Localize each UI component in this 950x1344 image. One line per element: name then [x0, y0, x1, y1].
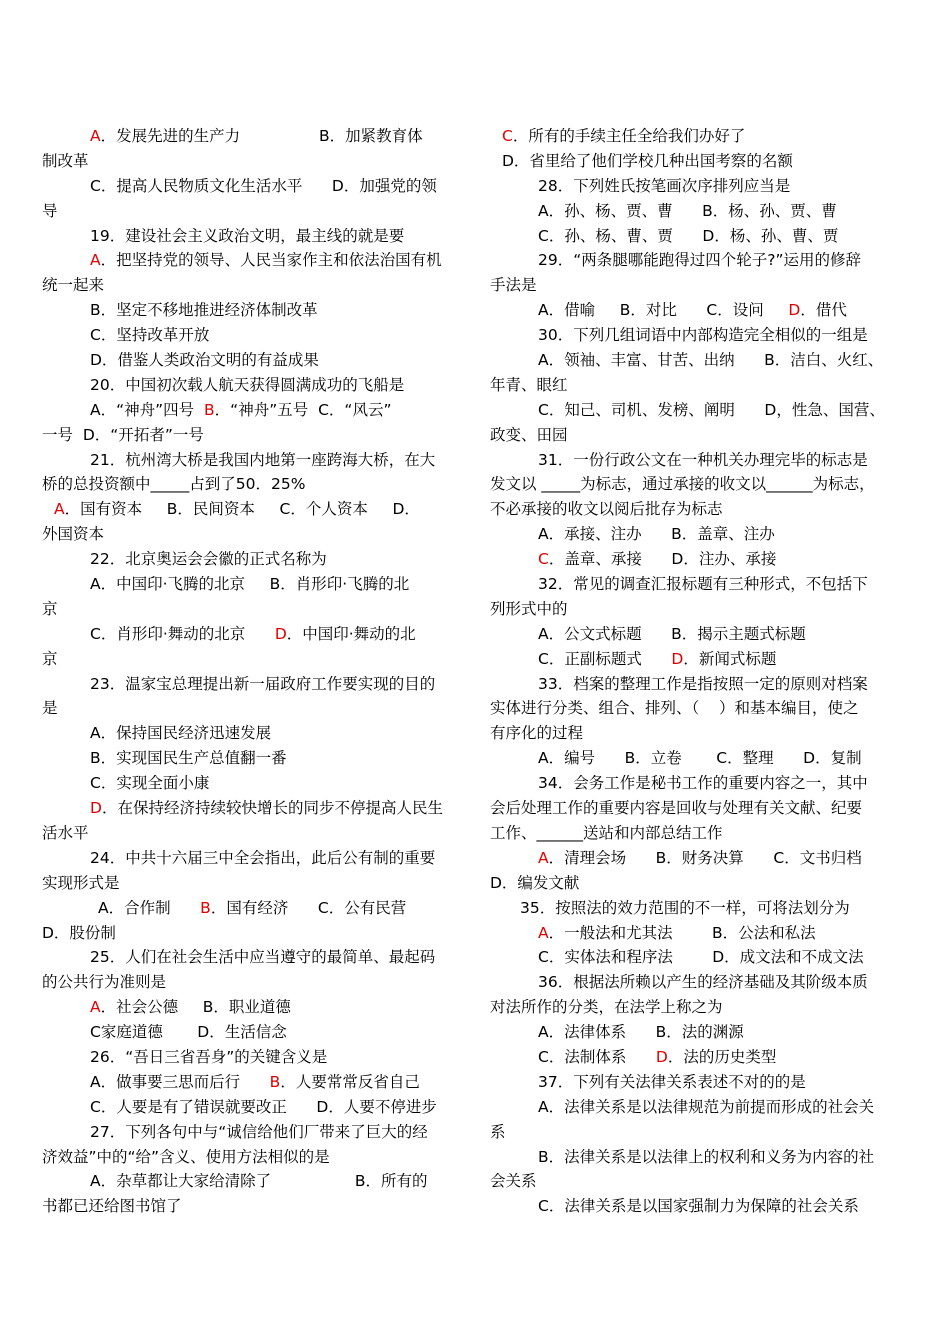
text-line — [42, 1095, 472, 1120]
line-text: C家庭道德 D．生活信念 — [90, 1023, 287, 1042]
line-text: 系 — [490, 1122, 506, 1141]
text-line — [42, 199, 472, 224]
text-line — [42, 796, 472, 821]
text-line — [490, 373, 910, 398]
line-text: C．知己、司机、发榜、阐明 D，性急、国营、 — [538, 400, 885, 419]
line-text: C．法制体系 — [538, 1047, 656, 1066]
line-text: 37．下列有关法律关系表述不对的的是 — [538, 1072, 806, 1091]
answer-marker: B — [204, 400, 215, 419]
text-line — [490, 921, 910, 946]
line-text: ．所有的手续主任全给我们办好了 — [512, 127, 746, 145]
text-line — [42, 821, 472, 846]
text-line — [42, 373, 472, 398]
line-text: A．领袖、丰富、甘苦、出纳 B．洁白、火红、 — [538, 351, 884, 370]
line-text: ．清理会场 B．财务决算 C．文书归档 — [548, 848, 862, 867]
text-line — [490, 572, 910, 597]
line-text: ．社会公德 B．职业道德 — [100, 998, 291, 1017]
line-text: 对法所作的分类，在法学上称之为 — [490, 998, 723, 1017]
line-text: 31．一份行政公文在一种机关办理完毕的标志是 — [538, 450, 868, 469]
line-text: ．盖章、承接 D．注办、承接 — [548, 550, 777, 569]
line-text: B．实现国民生产总值翻一番 — [90, 749, 287, 768]
line-text: D．省里给了他们学校几种出国考察的名额 — [502, 151, 793, 170]
text-line — [490, 1095, 910, 1120]
text-line — [490, 497, 910, 522]
answer-marker: B — [269, 1072, 281, 1091]
line-text: 有序化的过程 — [490, 724, 584, 743]
line-text: ．一般法和尤其法 B．公法和私法 — [548, 923, 816, 942]
line-text: 活水平 — [42, 823, 89, 842]
line-text: C．坚持改革开放 — [90, 326, 210, 345]
text-line — [42, 298, 472, 323]
line-text: ．人要常常反省自己 — [280, 1072, 420, 1091]
text-line — [490, 945, 910, 970]
line-text: 手法是 — [490, 276, 537, 295]
line-text: A．承接、注办 B．盖章、注办 — [538, 525, 775, 544]
text-line — [42, 547, 472, 572]
line-text: 书都已还给图书馆了 — [42, 1197, 182, 1216]
text-line — [490, 199, 910, 224]
line-text: B．坚定不移地推进经济体制改革 — [90, 301, 318, 320]
line-text: 25．人们在社会生活中应当遵守的最简单、最起码 — [90, 948, 436, 967]
line-text: C．提高人民物质文化生活水平 D．加强党的领 — [90, 176, 437, 195]
text-line — [490, 647, 910, 672]
line-text: C．实现全面小康 — [90, 774, 210, 793]
line-text: 35．按照法的效力范围的不一样，可将法划分为 — [520, 898, 850, 917]
line-text: 23．温家宝总理提出新一届政府工作要实现的目的 — [90, 674, 436, 693]
text-line — [42, 995, 472, 1020]
line-text: A．保持国民经济迅速发展 — [90, 724, 272, 743]
text-line — [42, 1020, 472, 1045]
line-text: 会后处理工作的重要内容是回收与处理有关文献、纪要 — [490, 799, 863, 818]
text-line — [42, 572, 472, 597]
text-line — [490, 597, 910, 622]
text-line — [490, 423, 910, 448]
text-line — [42, 597, 472, 622]
line-text: 19．建设社会主义政治文明，最主线的就是要 — [90, 226, 405, 245]
line-text: 24．中共十六届三中全会指出，此后公有制的重要 — [90, 848, 436, 867]
text-line — [42, 323, 472, 348]
text-line — [42, 921, 472, 946]
text-line — [42, 348, 472, 373]
line-text: D．编发文献 — [490, 873, 580, 892]
left-column — [42, 124, 472, 1219]
answer-marker: A — [538, 923, 549, 942]
text-line — [490, 970, 910, 995]
line-text: ．中国印·舞动的北 — [286, 624, 416, 643]
text-line — [42, 721, 472, 746]
answer-marker: A — [90, 251, 101, 270]
text-line — [42, 1145, 472, 1170]
line-text: C．正副标题式 — [538, 649, 672, 668]
text-line — [490, 248, 910, 273]
text-line — [42, 248, 472, 273]
line-text: 22．北京奥运会会徽的正式名称为 — [90, 550, 327, 569]
line-text: 36．根据法所赖以产生的经济基础及其阶级本质 — [538, 973, 868, 992]
text-line — [42, 1194, 472, 1219]
line-text: 33．档案的整理工作是指按照一定的原则对档案 — [538, 674, 868, 693]
line-text: ．发展先进的生产力 B．加紧教育体 — [100, 127, 423, 145]
line-text: ．借代 — [800, 301, 847, 320]
text-line — [490, 174, 910, 199]
line-text: A．借喻 B．对比 C．设问 — [538, 301, 789, 320]
text-line — [490, 821, 910, 846]
line-text: ．在保持经济持续较快增长的同步不停提高人民生 — [101, 799, 443, 818]
text-line — [42, 174, 472, 199]
line-text: 京 — [42, 649, 58, 668]
line-text: 32．常见的调查汇报标题有三种形式，不包括下 — [538, 575, 868, 594]
answer-marker: A — [54, 500, 65, 519]
text-line — [490, 771, 910, 796]
text-line — [42, 846, 472, 871]
text-line — [490, 796, 910, 821]
text-line — [42, 871, 472, 896]
line-text: ．新闻式标题 — [683, 649, 777, 668]
text-line — [490, 896, 910, 921]
text-line — [490, 746, 910, 771]
line-text: 会关系 — [490, 1172, 537, 1191]
line-text: 不必承接的收文以阅后批存为标志 — [490, 500, 723, 519]
text-line — [490, 622, 910, 647]
line-text: 34．会务工作是秘书工作的重要内容之一，其中 — [538, 774, 868, 793]
line-text: 政变、田园 — [490, 425, 568, 444]
text-line — [490, 1045, 910, 1070]
text-line — [42, 1120, 472, 1145]
answer-marker: D — [274, 624, 287, 643]
text-line — [490, 149, 910, 174]
line-text: 是 — [42, 699, 58, 718]
text-line — [490, 1020, 910, 1045]
text-line — [490, 472, 910, 497]
text-line — [490, 1145, 910, 1170]
line-text: 21．杭州湾大桥是我国内地第一座跨海大桥，在大 — [90, 450, 436, 469]
text-line — [490, 871, 910, 896]
text-line — [490, 721, 910, 746]
line-text: 工作、______送站和内部总结工作 — [490, 823, 723, 842]
text-line — [490, 522, 910, 547]
line-text: A．法律关系是以法律规范为前提而形成的社会关 — [538, 1097, 875, 1116]
answer-marker: C — [502, 127, 513, 145]
line-text: 外国资本 — [42, 525, 105, 544]
text-line — [490, 1169, 910, 1194]
text-line — [42, 522, 472, 547]
line-text: 28．下列姓氏按笔画次序排列应当是 — [538, 176, 791, 195]
text-line — [490, 298, 910, 323]
line-text: B．法律关系是以法律上的权利和义务为内容的社 — [538, 1147, 875, 1166]
text-line — [490, 323, 910, 348]
line-text: A．法律体系 B．法的渊源 — [538, 1023, 744, 1042]
answer-marker: A — [90, 998, 101, 1017]
text-line — [490, 398, 910, 423]
line-text: 济效益”中的“给”含义、使用方法相似的是 — [42, 1147, 330, 1166]
line-text: ．法的历史类型 — [667, 1047, 777, 1066]
line-text: 26．“吾日三省吾身”的关键含义是 — [90, 1047, 328, 1066]
text-line — [490, 224, 910, 249]
text-line — [490, 1070, 910, 1095]
line-text: D．股份制 — [42, 923, 116, 942]
text-line — [42, 647, 472, 672]
answer-marker: D — [90, 799, 102, 818]
text-line — [490, 696, 910, 721]
text-line — [42, 398, 472, 423]
text-line — [490, 273, 910, 298]
text-line — [42, 124, 472, 149]
line-text: C．法律关系是以国家强制力为保障的社会关系 — [538, 1197, 859, 1216]
text-line — [42, 448, 472, 473]
line-text: C．肖形印·舞动的北京 — [90, 624, 275, 643]
line-text: 30．下列几组词语中内部构造完全相似的一组是 — [538, 326, 868, 345]
text-line — [42, 896, 472, 921]
line-text: 一号 D．“开拓者”一号 — [42, 425, 204, 444]
line-text: 京 — [42, 599, 58, 618]
line-text: A．公文式标题 B．揭示主题式标题 — [538, 624, 806, 643]
text-line — [42, 1070, 472, 1095]
answer-marker: D — [671, 649, 684, 668]
right-column — [490, 124, 910, 1219]
text-line — [490, 995, 910, 1020]
text-line — [490, 547, 910, 572]
line-text: 年青、眼红 — [490, 375, 568, 394]
text-line — [490, 448, 910, 473]
line-text: ．把坚持党的领导、人民当家作主和依法治国有机 — [100, 251, 442, 270]
text-line — [42, 945, 472, 970]
answer-marker: A — [90, 127, 101, 145]
text-line — [42, 696, 472, 721]
text-line — [42, 746, 472, 771]
line-text: D．借鉴人类政治文明的有益成果 — [90, 351, 319, 370]
line-text: ．国有资本 B．民间资本 C．个人资本 D． — [64, 500, 420, 519]
text-line — [42, 622, 472, 647]
text-line — [42, 1045, 472, 1070]
line-text: 的公共行为准则是 — [42, 973, 167, 992]
text-line — [490, 348, 910, 373]
answer-marker: C — [538, 550, 549, 569]
answer-marker: B — [200, 898, 211, 917]
text-line — [42, 224, 472, 249]
answer-marker: D — [655, 1047, 668, 1066]
line-text: A．编号 B．立卷 C．整理 D．复制 — [538, 749, 862, 768]
text-line — [42, 423, 472, 448]
text-line — [42, 149, 472, 174]
line-text: A．合作制 — [98, 898, 201, 917]
line-text: 桥的总投资额中_____占到了50．25% — [42, 475, 306, 494]
line-text: A．中国印·飞腾的北京 B．肖形印·飞腾的北 — [90, 575, 410, 594]
text-line — [490, 846, 910, 871]
text-line — [42, 1169, 472, 1194]
text-line — [490, 1194, 910, 1219]
line-text: C．孙、杨、曹、贾 D．杨、孙、曹、贾 — [538, 226, 839, 245]
line-text: A．杂草都让大家给清除了 B．所有的 — [90, 1172, 428, 1191]
line-text: 列形式中的 — [490, 599, 568, 618]
text-line — [42, 472, 472, 497]
line-text: 实现形式是 — [42, 873, 120, 892]
text-line — [490, 1120, 910, 1145]
line-text: C．人要是有了错误就要改正 D．人要不停进步 — [90, 1097, 437, 1116]
text-line — [42, 497, 472, 522]
line-text: 27．下列各句中与“诚信给他们厂带来了巨大的经 — [90, 1122, 428, 1141]
line-text: ．“神舟”五号 C．“风云” — [214, 400, 392, 419]
line-text: 导 — [42, 201, 58, 220]
answer-marker: A — [538, 848, 549, 867]
text-line — [42, 273, 472, 298]
line-text: 统一起来 — [42, 276, 105, 295]
text-line — [490, 672, 910, 697]
text-line — [42, 771, 472, 796]
text-line — [490, 124, 910, 149]
answer-marker: D — [788, 301, 801, 320]
line-text: 实体进行分类、组合、排列、（ ）和基本编目，使之 — [490, 699, 859, 718]
line-text: 发文以 _____为标志，通过承接的收文以______为标志， — [490, 475, 875, 494]
text-line — [42, 970, 472, 995]
line-text: A．孙、杨、贾、曹 B．杨、孙、贾、曹 — [538, 201, 837, 220]
line-text: 29．“两条腿哪能跑得过四个轮子?”运用的修辞 — [538, 251, 862, 270]
line-text: C．实体法和程序法 D．成文法和不成文法 — [538, 948, 864, 967]
line-text: A．“神舟”四号 — [90, 400, 205, 419]
line-text: 制改革 — [42, 151, 89, 170]
line-text: A．做事要三思而后行 — [90, 1072, 270, 1091]
line-text: 20．中国初次载人航天获得圆满成功的飞船是 — [90, 375, 405, 394]
line-text: ．国有经济 C．公有民营 — [210, 898, 407, 917]
text-line — [42, 672, 472, 697]
